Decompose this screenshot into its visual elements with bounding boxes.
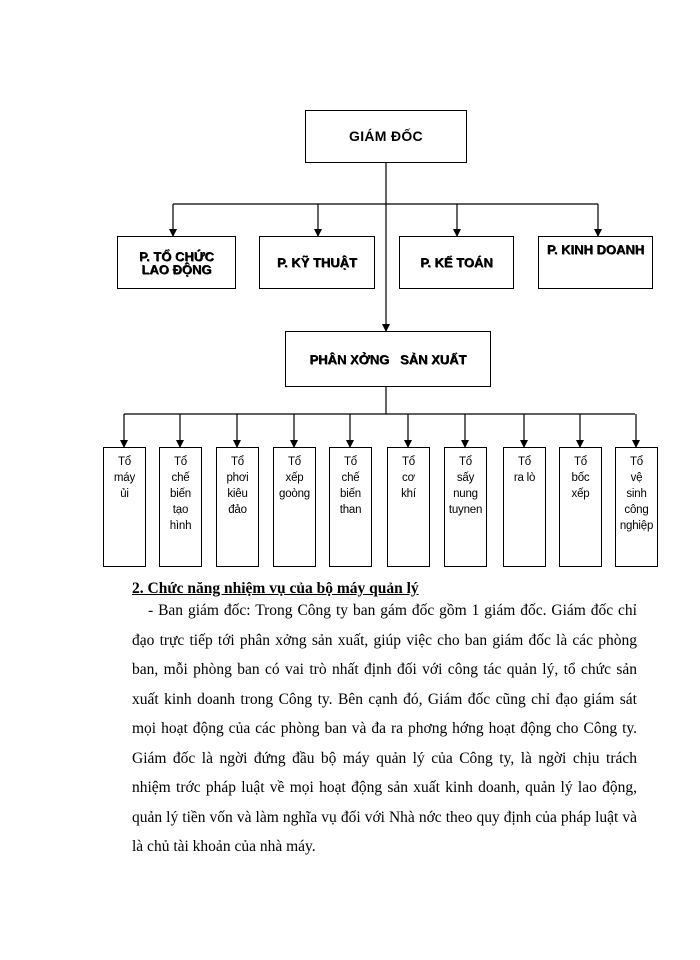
unit-box <box>329 447 372 567</box>
unit-box <box>159 447 202 567</box>
unit-box <box>444 447 487 567</box>
workshop-box <box>285 331 491 387</box>
dept-label: P. TỔ CHỨC LAO ĐỘNG <box>139 248 214 277</box>
dept-box-accounting <box>399 236 514 289</box>
dept-box-technical <box>259 236 375 289</box>
director-box <box>305 110 467 163</box>
unit-label: Tổ vệ sinh công nghiệp <box>619 456 654 532</box>
workshop-label: PHÂN XỞNG SẢN XUẤT <box>309 351 467 367</box>
unit-box <box>103 447 146 567</box>
section-paragraph: - Ban giám đốc: Trong Công ty ban gám đốc gồm 1 giám đốc. Giám đốc chỉ đạo trực tiếp tới phân xởng sản xuất, giúp việc cho ban giám đốc là các phòng ban, mỗi phòng ban có vai trò nhất định đối với công tác quản lý, tổ chức sản xuất kinh doanh trong Công ty. Bên cạnh đó, Giám đốc cũng chỉ đạo giám sát mọi hoạt động của các phòng ban và đa ra phơng hớng hoạt động cho Công ty. Giám đốc là ngời đứng đầu bộ máy quản lý của Công ty, là ngời chịu trách nhiệm trớc pháp luật về mọi hoạt động sản xuất kinh doanh, quản lý lao động, quản lý tiền vốn và làm nghĩa vụ đối với Nhà nớc theo quy định của pháp luật và là chủ tài khoản của nhà máy. <box>132 602 637 855</box>
unit-label: Tổ ra lò <box>513 456 536 484</box>
unit-label: Tổ xếp goòng <box>279 456 310 500</box>
unit-box <box>273 447 316 567</box>
dept-box-business <box>538 236 653 289</box>
unit-label: Tổ chế biến tạo hình <box>169 456 192 532</box>
dept-label: P. KINH DOANH <box>546 242 645 257</box>
unit-box <box>216 447 259 567</box>
unit-label: Tổ bốc xếp <box>571 456 590 500</box>
unit-label: Tổ sấy nung tuynen <box>448 456 483 516</box>
unit-box <box>615 447 658 567</box>
director-label: GIÁM ĐỐC <box>349 128 423 144</box>
unit-box <box>503 447 546 567</box>
unit-label: Tổ chế biến than <box>339 456 362 516</box>
section-heading: 2. Chức năng nhiệm vụ của bộ máy quản lý <box>132 580 419 597</box>
unit-box <box>559 447 602 567</box>
unit-box <box>387 447 430 567</box>
unit-label: Tổ cơ khí <box>401 456 416 500</box>
unit-label: Tổ máy ủi <box>113 456 136 500</box>
unit-label: Tổ phơi kiêu đảo <box>226 456 249 516</box>
dept-label: P. KẾ TOÁN <box>420 255 493 270</box>
dept-box-personnel <box>117 236 236 289</box>
dept-label: P. KỸ THUẬT <box>277 255 357 270</box>
